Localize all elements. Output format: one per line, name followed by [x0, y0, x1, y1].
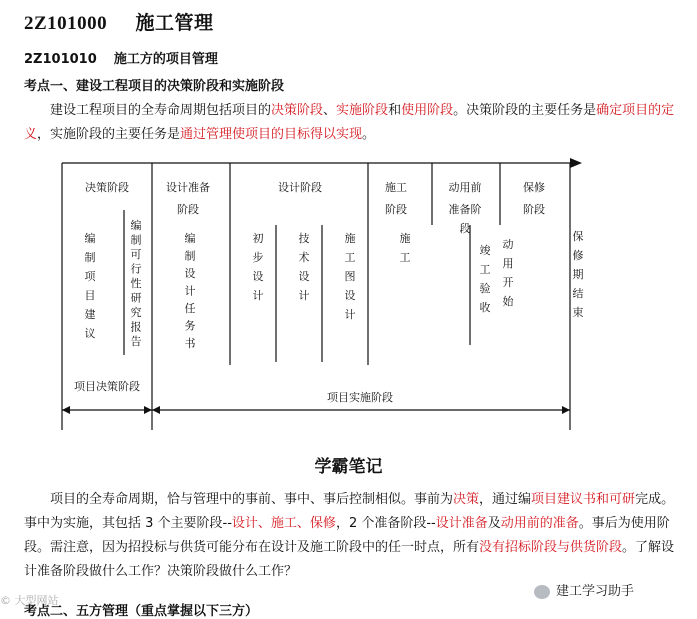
intro-highlight: 确定项目的定义 [24, 103, 675, 142]
stage-construction-line2: 阶段 [385, 203, 407, 216]
span-arrow [62, 406, 70, 414]
timeline-arrowhead [570, 158, 582, 168]
notes-highlight: 动用前的准备 [500, 516, 579, 531]
intro-highlight: 决策阶段 [271, 103, 324, 118]
stage-decision: 决策阶段 [85, 181, 129, 194]
section-name: 施工方的项目管理 [113, 52, 218, 67]
stage-construction-line1: 施工 [385, 181, 407, 194]
notes-text: ，通过编 [479, 492, 532, 507]
intro-highlight: 使用阶段 [401, 103, 454, 118]
item-commissioning: 动用开始 [502, 238, 514, 308]
intro-highlight: 实施阶段 [336, 103, 389, 118]
notes-highlight: 设计、施工、保修 [231, 516, 336, 531]
item-construction: 施工 [399, 232, 411, 264]
notes-highlight: 没有招标阶段与供货阶段 [479, 540, 623, 555]
chapter-name: 施工管理 [135, 12, 214, 34]
intro-text: 和 [388, 103, 402, 118]
decision-span-label: 项目决策阶段 [74, 380, 140, 393]
stage-pre-use-prep-line1: 动用前 [448, 181, 482, 194]
notes-text: 。了解设计准备阶段做什么工作？决策阶段做什么工作？ [24, 540, 675, 579]
item-preliminary-design: 初步设计 [252, 232, 264, 302]
stage-warranty-line1: 保修 [523, 181, 545, 194]
notes-text: 及 [487, 516, 501, 531]
notes-text: ，2 个准备阶段-- [335, 516, 436, 531]
implementation-span-label: 项目实施阶段 [327, 391, 393, 404]
intro-text: 、 [323, 103, 337, 118]
item-construction-drawing-design: 施工图设计 [344, 232, 356, 321]
wechat-icon [534, 585, 550, 599]
watermark-right-text: 建工学习助手 [556, 584, 635, 599]
item-design-brief: 编制设计任务书 [184, 232, 196, 350]
section-code: 2Z101010 [24, 52, 97, 67]
intro-text: 建设工程项目的全寿命周期包括项目的 [50, 103, 272, 118]
item-completion-acceptance: 竣工验收 [479, 244, 491, 314]
point-one-heading: 考点一、建设工程项目的决策阶段和实施阶段 [24, 79, 285, 94]
stage-pre-use-prep-line2: 准备阶 [448, 203, 482, 216]
notes-highlight: 项目建议书和可研 [531, 492, 636, 507]
stage-labels [85, 180, 545, 235]
intro-text: 。 [362, 127, 376, 142]
span-arrow [144, 406, 152, 414]
item-warranty-end: 保修期结束 [572, 230, 584, 319]
notes-paragraph [24, 488, 678, 584]
watermark-left: © 大型网站 [0, 594, 59, 607]
stage-design: 设计阶段 [278, 181, 322, 194]
intro-text: 。决策阶段的主要任务是 [453, 103, 597, 118]
notes-text: 。事后为使用阶段。需注意，因为招投标与供货可能分布在设计及施工阶段中的任一时点，所有 [24, 516, 670, 555]
span-arrow [152, 406, 160, 414]
stage-design-prep-line2: 阶段 [177, 203, 199, 216]
item-labels [85, 218, 584, 350]
stage-warranty-line2: 阶段 [523, 203, 545, 216]
intro-text: ，实施阶段的主要任务是 [37, 127, 181, 142]
point-two-heading: 考点二、五方管理（重点掌握以下三方） [24, 604, 259, 619]
stage-pre-use-prep-line3: 段 [459, 222, 471, 235]
notes-text: 完成。事中为实施，其包括 3 个主要阶段-- [24, 492, 675, 531]
item-feasibility-study: 编制可行性研究报告 [130, 219, 142, 348]
item-technical-design: 技术设计 [298, 232, 310, 302]
intro-highlight: 通过管理使项目的目标得以实现 [180, 127, 363, 142]
span-arrow [562, 406, 570, 414]
notes-highlight: 设计准备 [435, 516, 488, 531]
notes-title: 学霸笔记 [314, 457, 383, 477]
chapter-code: 2Z101000 [24, 13, 108, 34]
stage-design-prep-line1: 设计准备 [166, 181, 210, 194]
watermark-right [530, 578, 638, 601]
notes-text: 项目的全寿命周期，恰与管理中的事前、事中、事后控制相似。事前为 [50, 492, 454, 507]
notes-highlight: 决策 [453, 492, 480, 507]
item-project-proposal: 编制项目建议 [84, 232, 96, 340]
